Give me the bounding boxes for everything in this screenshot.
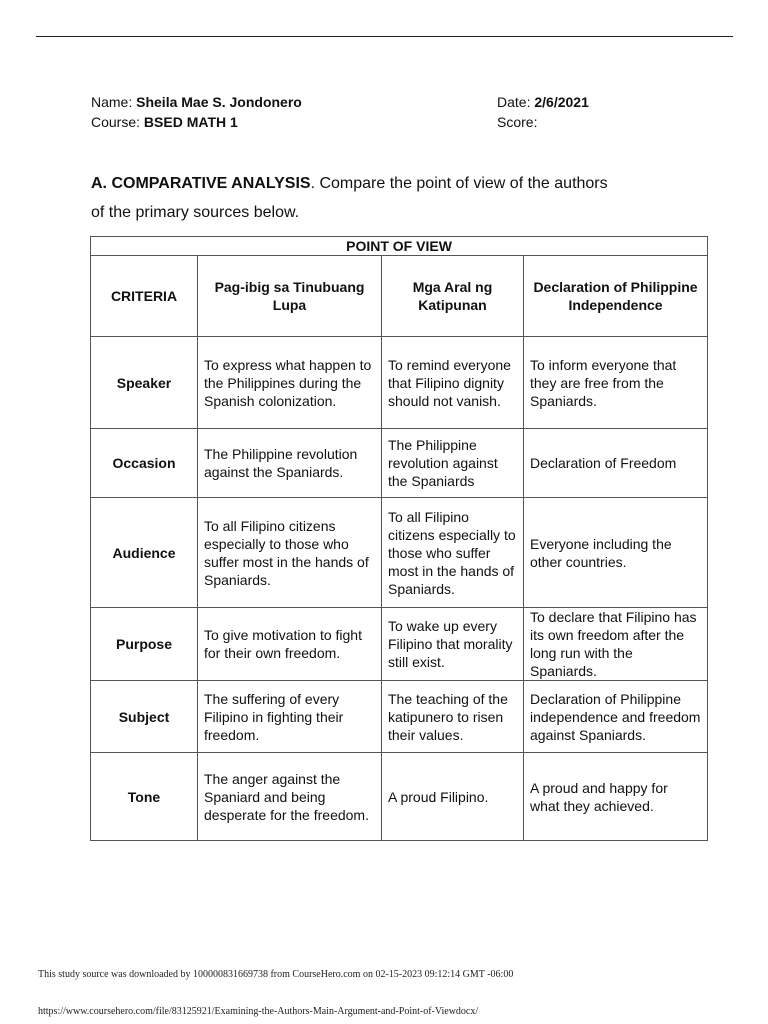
column-header-mga-aral: Mga Aral ng Katipunan: [382, 256, 524, 337]
column-header-criteria: CRITERIA: [91, 256, 198, 337]
name-label: Name:: [91, 94, 133, 110]
date-line: [497, 92, 589, 112]
score-line: [497, 112, 537, 132]
table-cell: To declare that Filipino has its own freedom after the long run with the Spaniards.: [524, 608, 708, 681]
download-note: This study source was downloaded by 100000831669738 from CourseHero.com on 02-15-2023 09:12:14 GMT -06:00: [38, 969, 514, 980]
source-url[interactable]: https://www.coursehero.com/file/83125921/Examining-the-Authors-Main-Argument-and-Point-of-Viewdocx/: [38, 1006, 479, 1017]
criteria-cell: Occasion: [91, 429, 198, 498]
section-instruction: . Compare the point of view of the authors of the primary sources below.: [91, 175, 608, 221]
table-cell: A proud Filipino.: [382, 753, 524, 841]
table-cell: To all Filipino citizens especially to those who suffer most in the hands of Spaniards.: [198, 498, 382, 608]
column-header-pag-ibig: Pag-ibig sa Tinubuang Lupa: [198, 256, 382, 337]
table-cell: Everyone including the other countries.: [524, 498, 708, 608]
section-title: A. COMPARATIVE ANALYSIS: [91, 175, 311, 192]
table-header-row: [91, 256, 708, 337]
table-row: [91, 681, 708, 753]
table-row: [91, 429, 708, 498]
table-row: [91, 337, 708, 429]
criteria-cell: Speaker: [91, 337, 198, 429]
section-heading: [91, 169, 611, 227]
name-line: [91, 92, 302, 112]
table-cell: To wake up every Filipino that morality still exist.: [382, 608, 524, 681]
table-cell: To express what happen to the Philippines during the Spanish colonization.: [198, 337, 382, 429]
date-label: Date:: [497, 94, 531, 110]
table-row: [91, 498, 708, 608]
table-cell: To all Filipino citizens especially to those who suffer most in the hands of Spaniards.: [382, 498, 524, 608]
table-row: [91, 608, 708, 681]
criteria-cell: Subject: [91, 681, 198, 753]
table-row: [91, 753, 708, 841]
table-cell: To remind everyone that Filipino dignity should not vanish.: [382, 337, 524, 429]
score-label: Score:: [497, 114, 538, 130]
table-title: POINT OF VIEW: [91, 237, 708, 256]
criteria-cell: Audience: [91, 498, 198, 608]
course-value: BSED MATH 1: [143, 114, 238, 130]
criteria-cell: Tone: [91, 753, 198, 841]
top-divider: [36, 36, 733, 37]
point-of-view-table: [90, 236, 708, 841]
table-cell: Declaration of Philippine independence and freedom against Spaniards.: [524, 681, 708, 753]
table-cell: The suffering of every Filipino in fighting their freedom.: [198, 681, 382, 753]
table-cell: The Philippine revolution against the Spaniards: [382, 429, 524, 498]
table-cell: The anger against the Spaniard and being desperate for the freedom.: [198, 753, 382, 841]
table-cell: A proud and happy for what they achieved.: [524, 753, 708, 841]
table-cell: To give motivation to fight for their own freedom.: [198, 608, 382, 681]
course-line: [91, 112, 238, 132]
date-value: 2/6/2021: [534, 94, 589, 110]
column-header-declaration: Declaration of Philippine Independence: [524, 256, 708, 337]
student-name: Sheila Mae S. Jondonero: [136, 94, 302, 110]
table-cell: The Philippine revolution against the Spaniards.: [198, 429, 382, 498]
criteria-cell: Purpose: [91, 608, 198, 681]
course-label: Course:: [91, 114, 141, 130]
table-cell: The teaching of the katipunero to risen their values.: [382, 681, 524, 753]
table-cell: Declaration of Freedom: [524, 429, 708, 498]
table-cell: To inform everyone that they are free from the Spaniards.: [524, 337, 708, 429]
